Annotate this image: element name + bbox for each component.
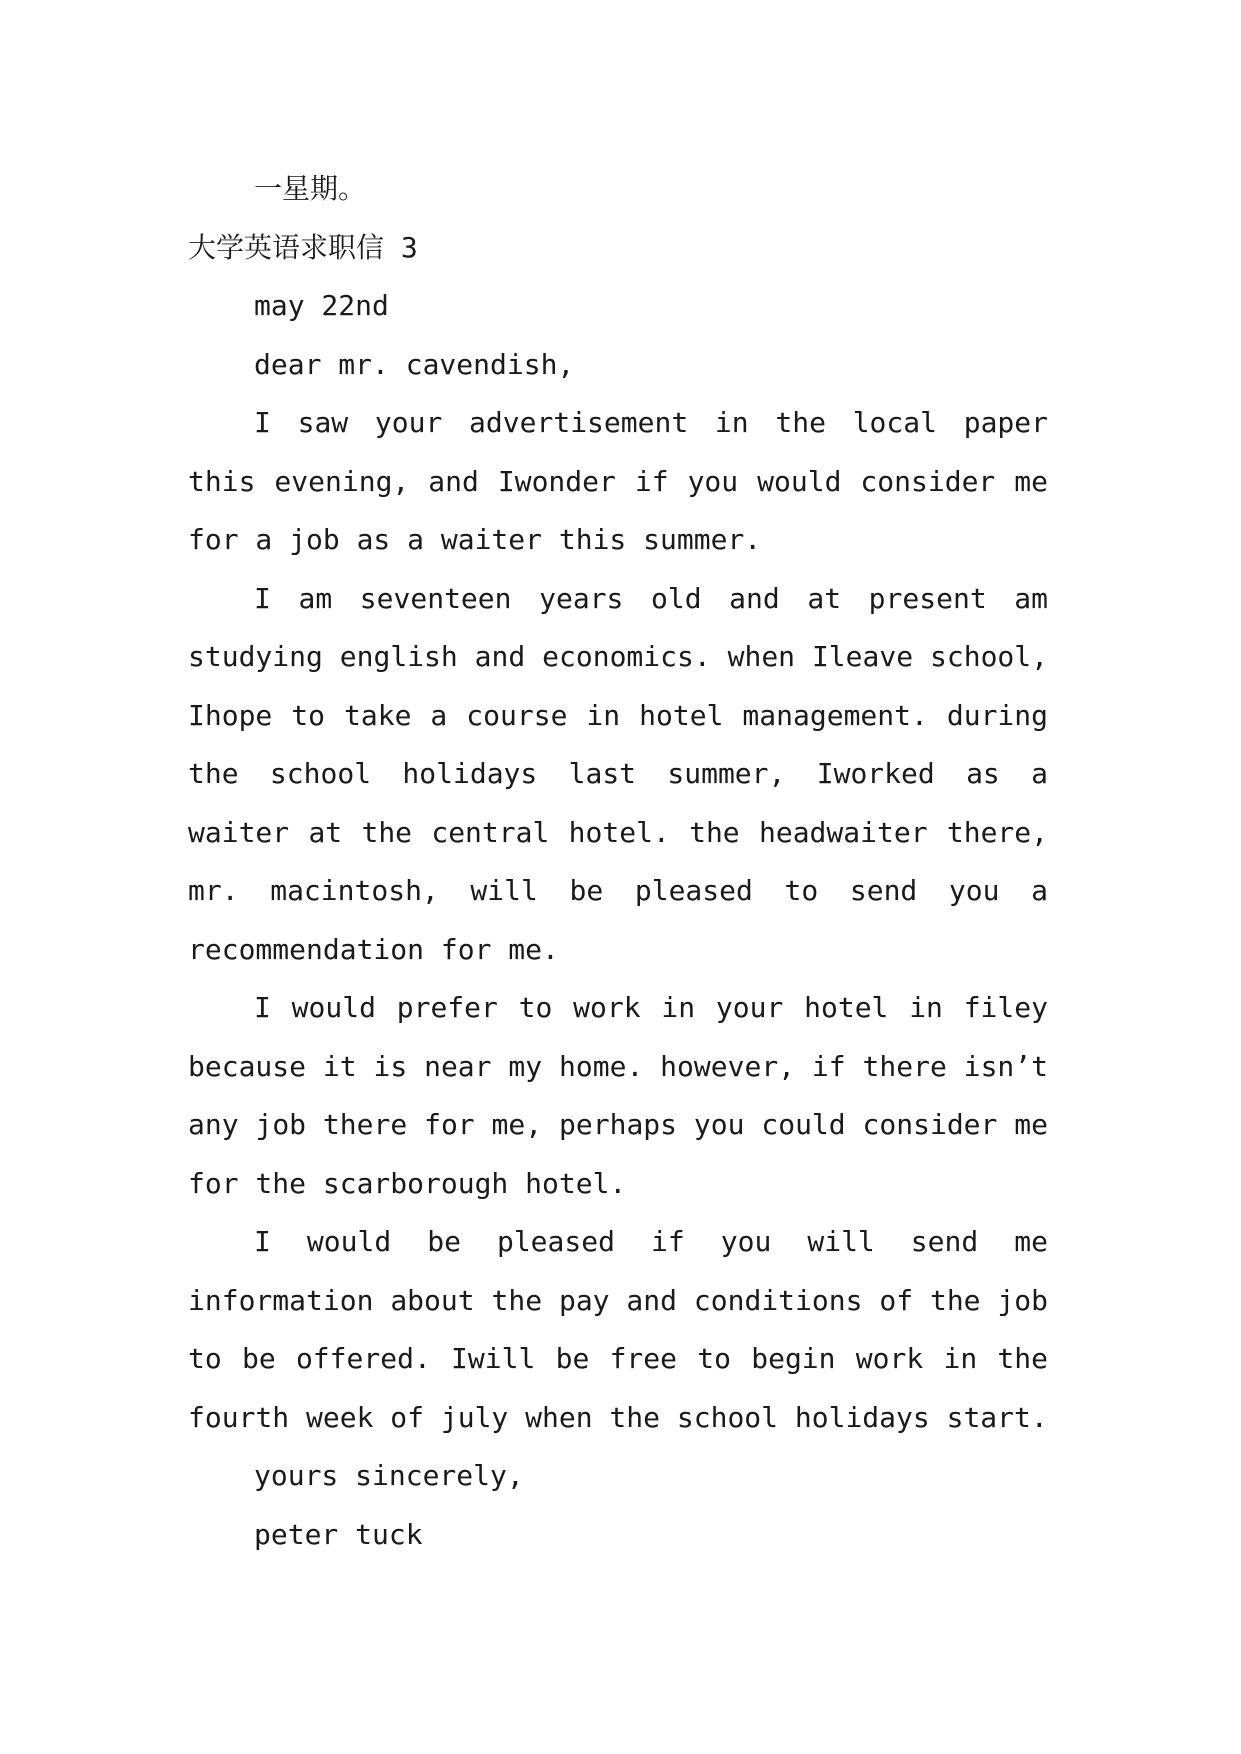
letter-date: may 22nd (254, 289, 389, 322)
paragraph-3: I would prefer to work in your hotel in filey because it is near my home. however, if there isn’t any job there for me, perhaps you could consider me for the scarborough hotel. (188, 991, 1048, 1200)
letter-body (188, 160, 1048, 1564)
letter-signature: peter tuck (254, 1517, 423, 1551)
continuation-text: 一星期。 (254, 172, 367, 205)
section-heading: 大学英语求职信 3 (188, 230, 418, 264)
paragraph-4: I would be pleased if you will send me information about the pay and conditions of the job to be offered. Iwill be free to begin work in the fourth week of july when the school holidays start. (188, 1225, 1048, 1434)
paragraph-1: I saw your advertisement in the local paper this evening, and Iwonder if you would consider me for a job as a waiter this summer. (188, 406, 1048, 556)
letter-closing: yours sincerely, (254, 1459, 524, 1492)
letter-salutation: dear mr. cavendish, (254, 347, 575, 381)
paragraph-2: I am seventeen years old and at present am studying english and economics. when Ileave school, Ihope to take a course in hotel management. during the school holidays last summer, Iworked as a waiter at the central hotel. the headwaiter there, mr. macintosh, will be pleased to send you a recommendation for me. (188, 581, 1048, 966)
